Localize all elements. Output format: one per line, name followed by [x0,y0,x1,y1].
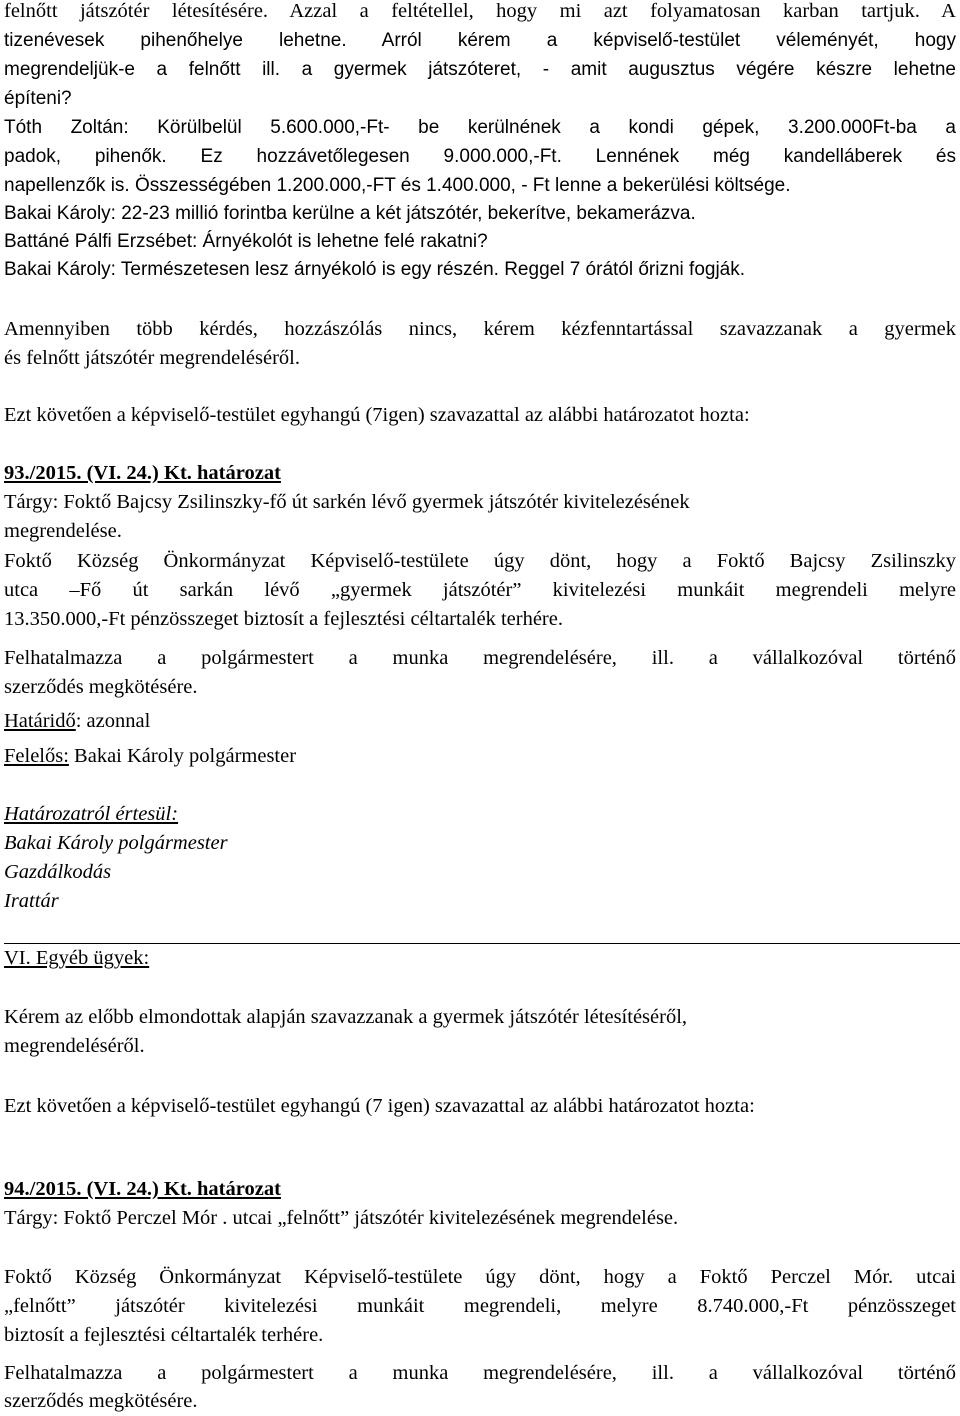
deadline-label: Határidő [4,710,76,732]
section-heading: VI. Egyéb ügyek: [4,947,150,969]
paragraph-line: Amennyiben több kérdés, hozzászólás nincs, kérem kézfenntartással szavazzanak a gyermek [4,318,956,340]
paragraph-line: megrendeljük-e a felnőtt ill. a gyermek játszóteret, - amit augusztus végére készre lehetne [4,59,956,80]
paragraph-line: Ezt követően a képviselő-testület egyhangú (7 igen) szavazattal az alábbi határozatot hozta: [4,1095,755,1117]
paragraph-line: Ezt követően a képviselő-testület egyhangú (7igen) szavazattal az alábbi határozatot hozta: [4,404,750,426]
paragraph-line: Foktő Község Önkormányzat Képviselő-testülete úgy dönt, hogy a Foktő Bajcsy Zsilinszky [4,550,956,572]
paragraph-line: „felnőtt” játszótér kivitelezési munkáit megrendeli, melyre 8.740.000,-Ft pénzösszeget [4,1295,956,1317]
paragraph-line: Tóth Zoltán: Körülbelül 5.600.000,-Ft- be kerülnének a kondi gépek, 3.200.000Ft-ba a [4,117,956,138]
resolution-number: 94./2015. (VI. 24.) Kt. határozat [4,1178,281,1200]
notified-heading: Határozatról értesül: [4,803,179,825]
paragraph-line: Bakai Károly: 22-23 millió forintba kerülne a két játszótér, bekerítve, bekamerázva. [4,203,696,224]
responsible-label: Felelős: [4,745,69,767]
responsible-line [4,742,956,771]
paragraph-line: Bakai Károly: Természetesen lesz árnyékoló is egy részén. Reggel 7 órától őrizni fogják. [4,259,746,280]
paragraph-line: Felhatalmazza a polgármestert a munka megrendelésére, ill. a vállalkozóval történő [4,1362,956,1384]
paragraph-line: Foktő Község Önkormányzat Képviselő-testülete úgy dönt, hogy a Foktő Perczel Mór. utcai [4,1266,956,1288]
paragraph-line: Battáné Pálfi Erzsébet: Árnyékolót is lehetne felé rakatni? [4,231,488,252]
resolution-number: 93./2015. (VI. 24.) Kt. határozat [4,462,281,484]
paragraph-line: építeni? [4,88,72,109]
paragraph-line: Kérem az előbb elmondottak alapján szavazzanak a gyermek játszótér létesítéséről, [4,1006,688,1028]
subject-line: Tárgy: Foktő Perczel Mór . utcai „felnőtt” játszótér kivitelezésének megrendelése. [4,1207,679,1229]
resolution-heading [4,459,956,488]
paragraph-line: megrendeléséről. [4,1035,145,1057]
deadline-value: : azonnal [75,710,151,732]
notified-item: Irattár [4,890,59,912]
resolution-heading [4,1175,956,1204]
paragraph-line: Felhatalmazza a polgármestert a munka megrendelésére, ill. a vállalkozóval történő [4,647,956,669]
paragraph-line: padok, pihenők. Ez hozzávetőlegesen 9.000.000,-Ft. Lennének még kandelláberek és [4,146,956,167]
paragraph-line: szerződés megkötésére. [4,1390,198,1412]
deadline-line [4,707,956,736]
subject-line: megrendelése. [4,520,122,542]
subject-line: Tárgy: Foktő Bajcsy Zsilinszky-fő út sarkén lévő gyermek játszótér kivitelezésének [4,491,690,513]
paragraph-line: utca –Fő út sarkán lévő „gyermek játszótér” kivitelezési munkáit megrendeli melyre [4,579,956,601]
paragraph-line: napellenzők is. Összességében 1.200.000,-FT és 1.400.000, - Ft lenne a bekerülési költsége. [4,175,791,196]
notified-item: Gazdálkodás [4,861,112,883]
paragraph-line: szerződés megkötésére. [4,676,198,698]
notified-item: Bakai Károly polgármester [4,832,228,854]
paragraph-line: 13.350.000,-Ft pénzösszeget biztosít a fejlesztési céltartalék terhére. [4,608,563,630]
responsible-value: Bakai Károly polgármester [68,745,297,767]
paragraph-line: és felnőtt játszótér megrendeléséről. [4,347,300,369]
paragraph-line: felnőtt játszótér létesítésére. Azzal a feltétellel, hogy mi azt folyamatosan karban tartjuk. A [4,0,956,22]
paragraph-line: biztosít a fejlesztési céltartalék terhére. [4,1324,324,1346]
paragraph-line: tizenévesek pihenőhelye lehetne. Arról kérem a képviselő-testület véleményét, hogy [4,30,956,51]
